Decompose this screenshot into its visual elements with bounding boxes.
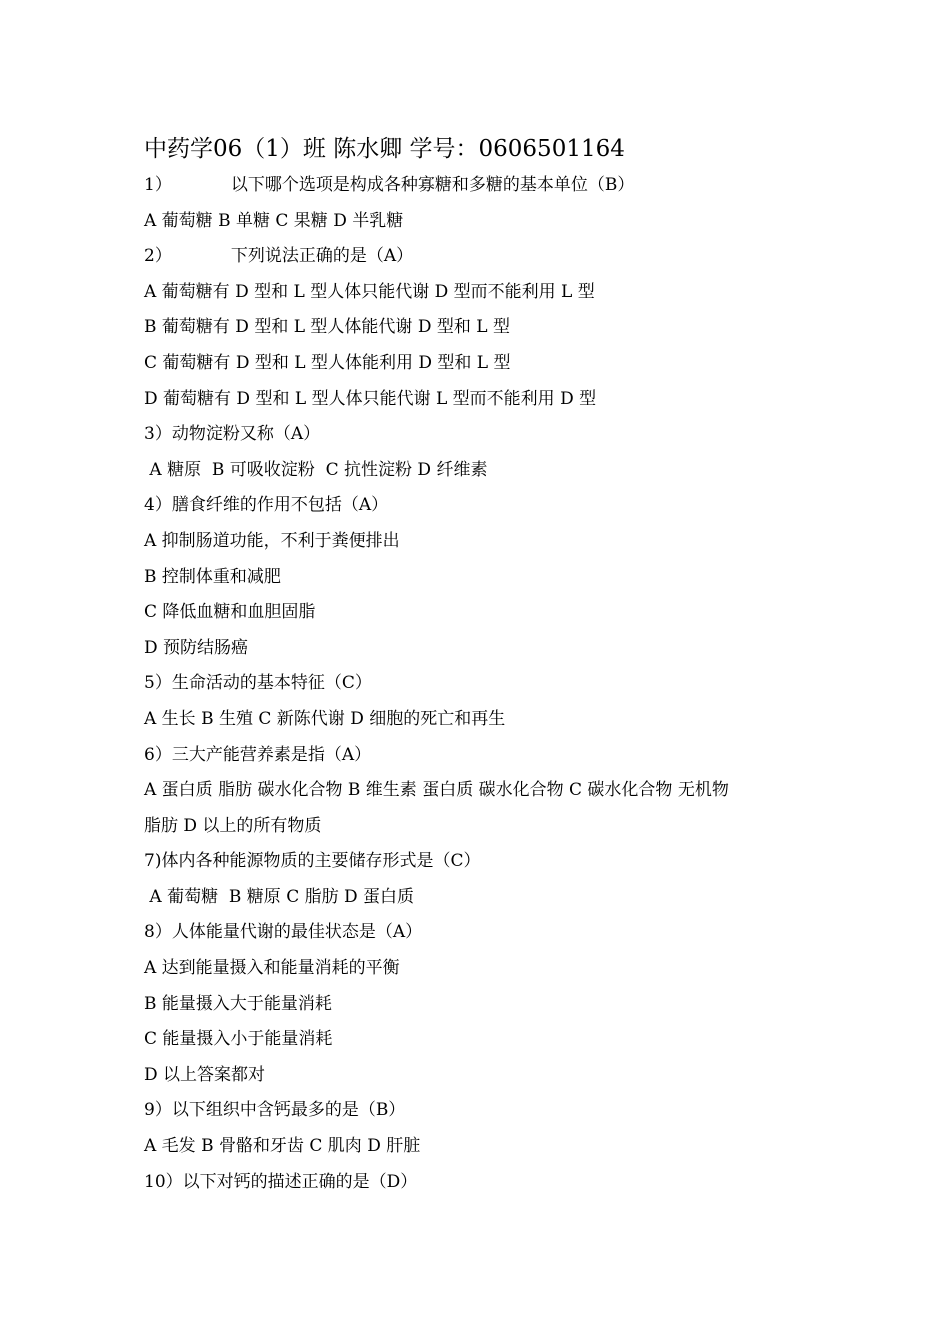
question-8-option-d: D 以上答案都对 [144,1064,266,1085]
question-5-options: A 生长 B 生殖 C 新陈代谢 D 细胞的死亡和再生 [144,708,506,729]
question-4-option-b: B 控制体重和减肥 [144,566,281,587]
question-3-options: A 糖原 B 可吸收淀粉 C 抗性淀粉 D 纤维素 [144,459,488,480]
question-4-option-a: A 抑制肠道功能，不利于粪便排出 [144,530,400,551]
question-10: 10）以下对钙的描述正确的是（D） [144,1171,418,1192]
question-4-option-c: C 降低血糖和血胆固脂 [144,602,316,623]
question-8: 8）人体能量代谢的最佳状态是（A） [144,922,423,943]
question-1 [144,168,824,204]
question-9: 9）以下组织中含钙最多的是（B） [144,1100,406,1121]
question-2 [144,239,824,275]
question-8-option-a: A 达到能量摄入和能量消耗的平衡 [144,958,400,979]
document-title: 中药学06（1）班 陈水卿 学号：0606501164 [144,136,625,162]
question-1-options: A 葡萄糖 B 单糖 C 果糖 D 半乳糖 [144,210,404,231]
question-2-option-d: D 葡萄糖有 D 型和 L 型人体只能代谢 L 型而不能利用 D 型 [144,388,597,409]
question-2-text: 下列说法正确的是（A） [230,246,414,267]
question-9-options: A 毛发 B 骨骼和牙齿 C 肌肉 D 肝脏 [144,1136,421,1157]
question-6-options-line-1: A 蛋白质 脂肪 碳水化合物 B 维生素 蛋白质 碳水化合物 C 碳水化合物 无机物 [144,780,729,801]
question-8-option-c: C 能量摄入小于能量消耗 [144,1029,333,1050]
question-4: 4）膳食纤维的作用不包括（A） [144,495,389,516]
document-body [144,132,824,1200]
question-5: 5）生命活动的基本特征（C） [144,673,372,694]
question-2-number: 2） [144,246,172,267]
question-2-option-a: A 葡萄糖有 D 型和 L 型人体只能代谢 D 型而不能利用 L 型 [144,281,595,302]
question-6: 6）三大产能营养素是指（A） [144,744,372,765]
question-2-option-c: C 葡萄糖有 D 型和 L 型人体能利用 D 型和 L 型 [144,352,511,373]
question-8-option-b: B 能量摄入大于能量消耗 [144,993,332,1014]
question-6-options-line-2: 脂肪 D 以上的所有物质 [144,815,322,836]
question-2-option-b: B 葡萄糖有 D 型和 L 型人体能代谢 D 型和 L 型 [144,317,510,338]
question-1-number: 1） [144,175,172,195]
question-7-options: A 葡萄糖 B 糖原 C 脂肪 D 蛋白质 [144,886,415,907]
question-7: 7)体内各种能源物质的主要储存形式是（C） [144,851,481,872]
question-3: 3）动物淀粉又称（A） [144,424,321,445]
question-4-option-d: D 预防结肠癌 [144,637,249,658]
question-1-text: 以下哪个选项是构成各种寡糖和多糖的基本单位（B） [230,175,635,195]
